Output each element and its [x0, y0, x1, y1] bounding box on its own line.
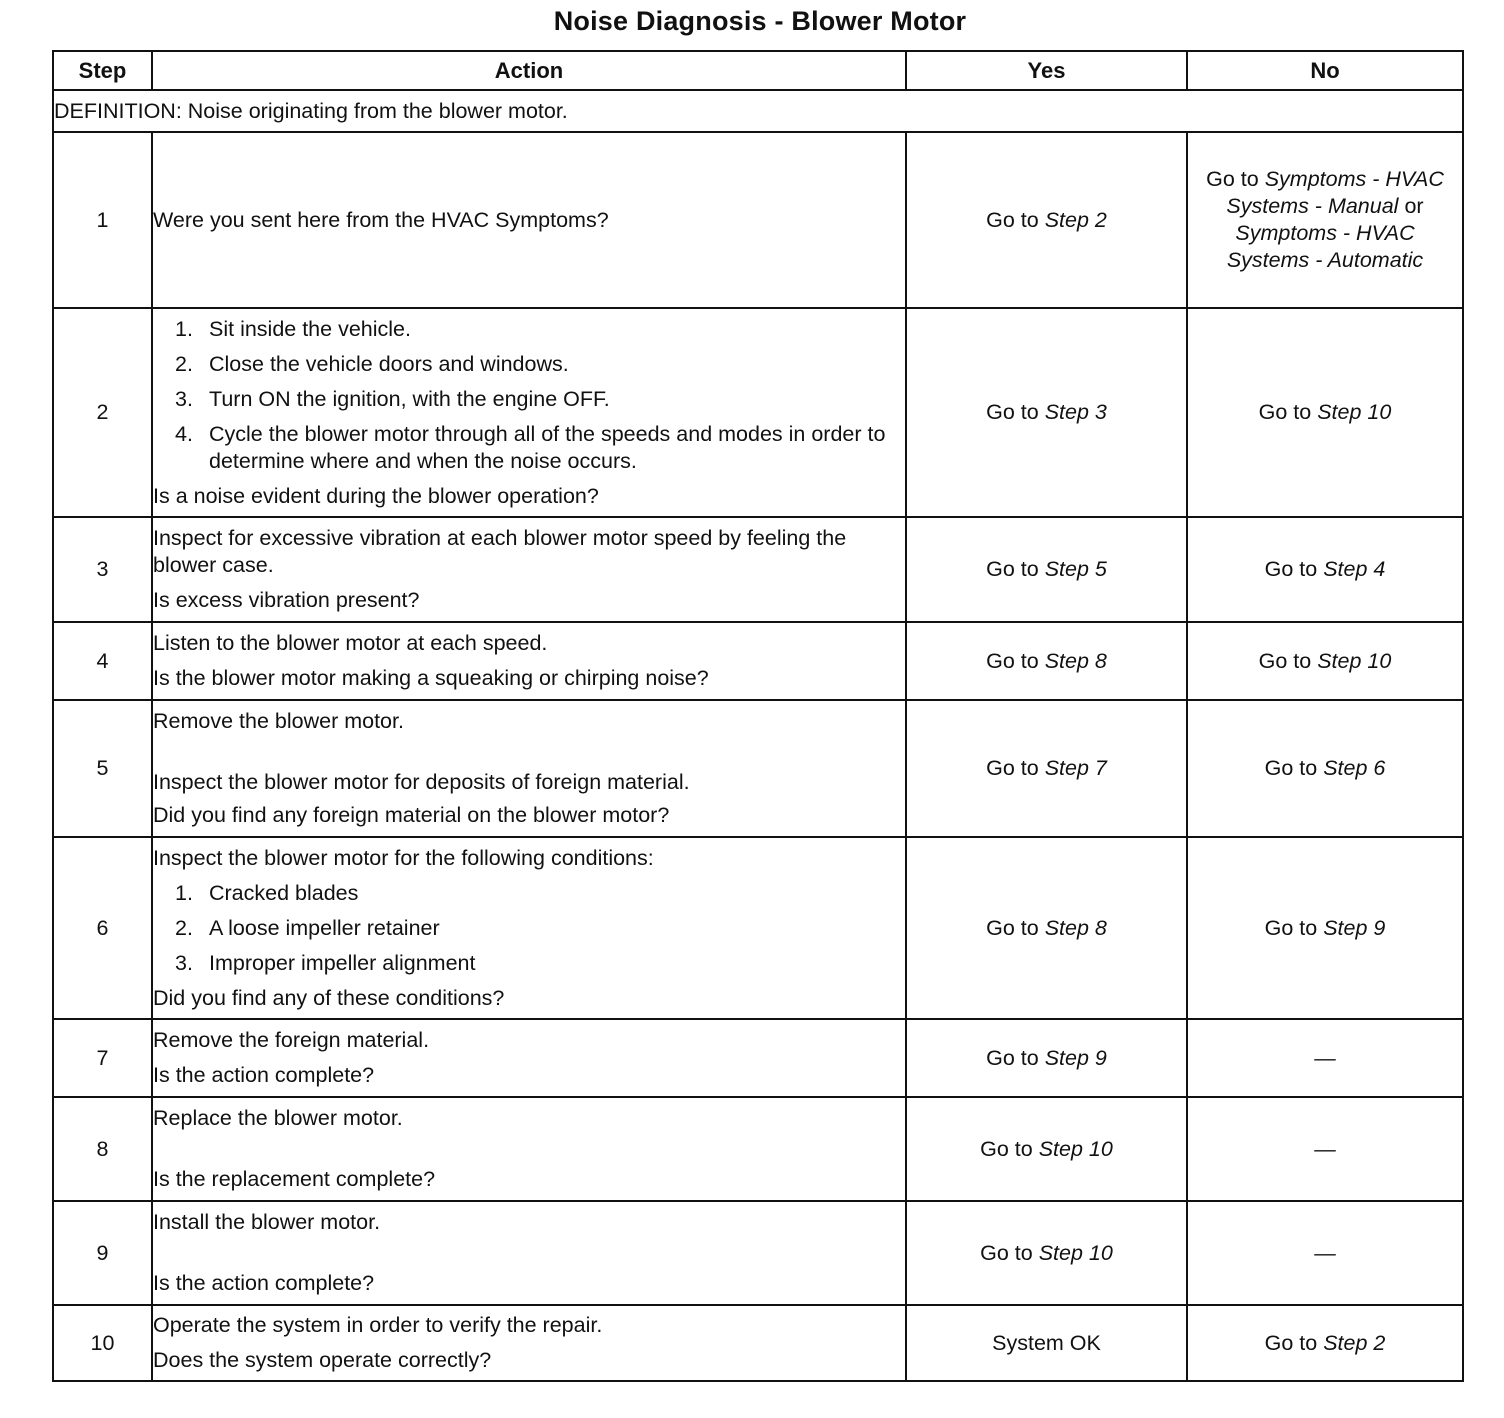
action-text: Inspect for excessive vibration at each blower motor speed by feeling the blower case. — [153, 526, 847, 577]
no-step-ref: Step 10 — [1317, 648, 1392, 673]
no-cell — [1187, 1019, 1463, 1097]
table-row — [53, 517, 1463, 622]
yes-step-ref: Step 10 — [1038, 1240, 1113, 1265]
table-row — [53, 1201, 1463, 1305]
yes-step-ref: Step 9 — [1044, 1045, 1107, 1070]
dash-placeholder: — — [1314, 1240, 1336, 1265]
no-cell: Go to Step 4 — [1187, 517, 1463, 622]
yes-step-ref: Step 5 — [1044, 557, 1107, 581]
list-item: 3. Improper impeller alignment — [175, 950, 476, 975]
step-number: 1 — [53, 132, 152, 308]
step-number: 10 — [53, 1305, 152, 1381]
action-question: Is excess vibration present? — [153, 588, 420, 612]
action-cell — [152, 517, 906, 622]
action-cell — [152, 1019, 906, 1097]
no-step-ref: Step 10 — [1317, 400, 1392, 424]
header-no: No — [1187, 51, 1463, 90]
table-row — [53, 622, 1463, 700]
definition-row — [53, 90, 1463, 132]
no-step-ref: Step 2 — [1323, 1330, 1386, 1355]
header-action: Action — [152, 51, 906, 90]
yes-cell: Go to Step 10 — [906, 1097, 1187, 1201]
action-text: Were you sent here from the HVAC Symptoms? — [153, 207, 609, 232]
no-reference-automatic: Symptoms - HVAC Systems - Automatic — [1226, 221, 1424, 272]
no-step-ref: Step 4 — [1323, 557, 1386, 581]
table-row — [53, 1019, 1463, 1097]
yes-cell: Go to Step 7 — [906, 700, 1187, 837]
table-row — [53, 308, 1463, 517]
yes-step-ref: Step 2 — [1044, 207, 1107, 232]
yes-cell: Go to Step 9 — [906, 1019, 1187, 1097]
no-cell — [1187, 132, 1463, 308]
yes-step-ref: Step 7 — [1044, 756, 1107, 780]
action-question: Did you find any of these conditions? — [153, 985, 505, 1010]
table-row — [53, 1305, 1463, 1381]
action-detail: Inspect the blower motor for deposits of foreign material. — [153, 770, 690, 794]
action-cell — [152, 1201, 906, 1305]
no-cell — [1187, 1097, 1463, 1201]
no-cell — [1187, 1201, 1463, 1305]
action-question: Did you find any foreign material on the blower motor? — [153, 803, 670, 827]
no-cell: Go to Step 10 — [1187, 622, 1463, 700]
action-cell — [152, 1305, 906, 1381]
step-number: 9 — [53, 1201, 152, 1305]
list-item: 4. Cycle the blower motor through all of the speeds and modes in order to determine where and when the noise occurs. — [175, 421, 886, 473]
action-question: Is the action complete? — [153, 1063, 375, 1087]
no-cell: Go to Step 2 — [1187, 1305, 1463, 1381]
table-row — [53, 1097, 1463, 1201]
action-text: Remove the foreign material. — [153, 1028, 430, 1052]
header-yes: Yes — [906, 51, 1187, 90]
action-text: Replace the blower motor. — [153, 1106, 403, 1130]
action-question: Does the system operate correctly? — [153, 1348, 492, 1372]
dash-placeholder: — — [1314, 1045, 1336, 1070]
yes-step-ref: Step 8 — [1044, 915, 1107, 940]
action-cell — [152, 622, 906, 700]
action-question: Is the blower motor making a squeaking or chirping noise? — [153, 666, 709, 690]
yes-result: System OK — [992, 1330, 1101, 1355]
yes-step-ref: Step 3 — [1044, 400, 1107, 424]
action-cell — [152, 1097, 906, 1201]
yes-cell — [906, 132, 1187, 308]
action-question: Is the replacement complete? — [153, 1167, 436, 1191]
action-text: Remove the blower motor. — [153, 709, 404, 733]
dash-placeholder: — — [1314, 1136, 1336, 1161]
no-step-ref: Step 9 — [1323, 915, 1386, 940]
yes-step-ref: Step 8 — [1044, 648, 1107, 673]
yes-step-ref: Step 10 — [1038, 1136, 1113, 1161]
list-item: 1. Sit inside the vehicle. — [175, 316, 411, 341]
yes-cell: Go to Step 8 — [906, 837, 1187, 1019]
yes-cell: Go to Step 10 — [906, 1201, 1187, 1305]
action-text: Install the blower motor. — [153, 1210, 381, 1234]
action-question: Is a noise evident during the blower operation? — [153, 483, 599, 508]
list-item: 2. A loose impeller retainer — [175, 915, 440, 940]
table-row — [53, 837, 1463, 1019]
yes-cell: Go to Step 8 — [906, 622, 1187, 700]
header-step: Step — [53, 51, 152, 90]
action-cell — [152, 132, 906, 308]
step-number: 4 — [53, 622, 152, 700]
no-or: or — [1404, 194, 1424, 218]
step-number: 6 — [53, 837, 152, 1019]
diagnosis-table — [52, 50, 1464, 1382]
definition-text: DEFINITION: Noise originating from the blower motor. — [53, 90, 1463, 132]
action-text: Operate the system in order to verify the repair. — [153, 1313, 603, 1337]
action-cell — [152, 700, 906, 837]
no-cell: Go to Step 6 — [1187, 700, 1463, 837]
list-item: 3. Turn ON the ignition, with the engine OFF. — [175, 386, 610, 411]
action-text: Inspect the blower motor for the following conditions: — [153, 845, 654, 870]
no-step-ref: Step 6 — [1323, 756, 1386, 780]
document-title: Noise Diagnosis - Blower Motor — [553, 6, 967, 36]
action-cell — [152, 308, 906, 517]
action-question: Is the action complete? — [153, 1271, 375, 1295]
no-reference-manual: Symptoms - HVAC Systems - Manual — [1226, 167, 1444, 218]
goto-prefix: Go to — [1206, 167, 1259, 191]
yes-cell: Go to Step 3 — [906, 308, 1187, 517]
yes-cell: Go to Step 5 — [906, 517, 1187, 622]
step-number: 5 — [53, 700, 152, 837]
no-cell: Go to Step 10 — [1187, 308, 1463, 517]
step-number: 2 — [53, 308, 152, 517]
goto-prefix: Go to — [986, 207, 1039, 232]
table-row — [53, 132, 1463, 308]
action-text: Listen to the blower motor at each speed. — [153, 631, 548, 655]
step-number: 7 — [53, 1019, 152, 1097]
header-row — [53, 51, 1463, 90]
yes-cell — [906, 1305, 1187, 1381]
step-number: 8 — [53, 1097, 152, 1201]
no-cell: Go to Step 9 — [1187, 837, 1463, 1019]
action-cell — [152, 837, 906, 1019]
list-item: 2. Close the vehicle doors and windows. — [175, 351, 569, 376]
table-row — [53, 700, 1463, 837]
list-item: 1. Cracked blades — [175, 880, 359, 905]
step-number: 3 — [53, 517, 152, 622]
